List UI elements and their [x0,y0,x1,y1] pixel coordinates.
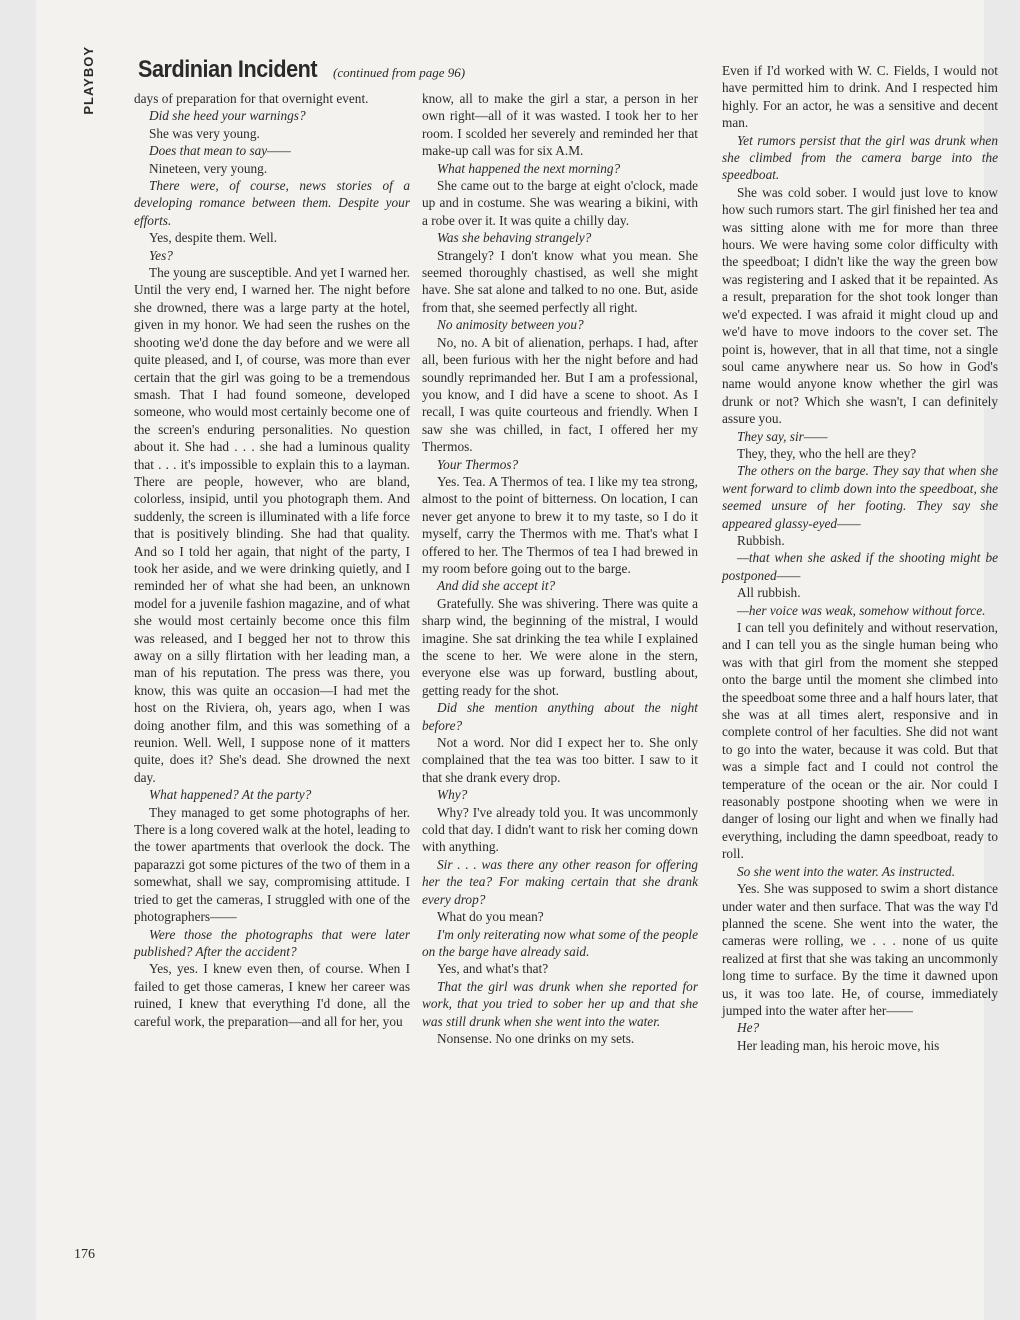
question-paragraph: There were, of course, news stories of a developing romance between them. Despite your efforts. [134,178,410,228]
question-paragraph: —her voice was weak, somehow without force. [737,602,986,618]
text-column-2 [422,90,698,1047]
question-paragraph: —that when she asked if the shooting might be postponed—— [722,550,998,583]
answer-paragraph: No, no. A bit of alienation, perhaps. I had, after all, been furious with her the night before and had soundly reprimanded her. But I am a professional, you know, and I did have a scene to shoot. As I recall, I was quite courteous and friendly. When I saw she was chilled, in fact, I offered her my Thermos. [422,334,698,455]
article-title: Sardinian Incident [138,56,318,83]
answer-paragraph: Rubbish. [737,532,785,548]
answer-paragraph: Nineteen, very young. [149,160,268,176]
answer-paragraph: She was cold sober. I would just love to know how such rumors start. The girl finished her tea and was sitting alone with me for more than three hours. We were having some color difficulty with the speedboat; I didn't like the way the green bow was registering and I asked that it be repainted. As a result, preparation for the shot took longer than we'd expected. I was afraid it might cloud up and we'd have to move indoors to the cover set. The point is, however, that in all that time, not a single soul came anywhere near us. So how in God's name would anyone know whether the girl was drunk or not? Which she wasn't, I can definitely assure you. [722,184,998,427]
question-paragraph: And did she accept it? [437,578,556,594]
answer-paragraph: What do you mean? [437,909,544,925]
magazine-page [36,0,998,1320]
question-paragraph: Was she behaving strangely? [437,230,592,246]
answer-paragraph: know, all to make the girl a star, a person in her own right—all of it was wasted. I took her to her room. I scolded her severely and reminded her that make-up call was for six A.M. [422,91,698,159]
question-paragraph: They say, sir—— [737,428,828,444]
question-paragraph: That the girl was drunk when she reported for work, that you tried to sober her up and that she was still drunk when she went into the water. [422,978,698,1029]
answer-paragraph: They, they, who the hell are they? [737,445,917,461]
answer-paragraph: days of preparation for that overnight event. [134,91,369,106]
answer-paragraph: Gratefully. She was shivering. There was quite a sharp wind, the beginning of the mistral, I would imagine. She sat drinking the tea while I explained the scene to her. We were alone in the stern, everyone else was up forward, bustling about, getting ready for the shot. [422,595,698,698]
answer-paragraph: The young are susceptible. And yet I warned her. Until the very end, I warned her. The night before she drowned, there was a large party at the hotel, given in my honor. We had seen the rushes on the shooting we'd done the day before and we were all quite pleased, and I, of course, was more than ever certain that the girl was going to be a tremendous smash. That I had found someone, developed someone, who would most certainly become one of the screen's enduring personalities. No question about it. She had . . . she had a luminous quality that . . . it's impossible to explain this to a layman. There are people, however, who are bland, colorless, insipid, until you photograph them. And suddenly, the screen is illuminated with a life force that is positively blinding. She had that quality. And so I told her again, that night of the party, I took her aside, and we were drinking quietly, and I reminded her of what she had been, an unknown model for a juvenile fashion magazine, and of what she would most certainly become once this film was released, and I begged her not to throw this away on a silly flirtation with her leading man, a man of his reputation. The press was there, you know, this was quite an occasion—I had met the host on the Riviera, oh, years ago, when I was doing another film, and this was something of a reunion. Well. Well, I suppose none of it matters quite, does it? She's dead. She drowned the next day. [134,265,410,785]
answer-paragraph: Not a word. Nor did I expect her to. She only complained that the tea was too bitter. I saw to it that she drank every drop. [422,735,698,785]
answer-paragraph: Yes. Tea. A Thermos of tea. I like my tea strong, almost to the point of bitterness. On location, I can never get anyone to brew it to my taste, so I do it myself, carry the Thermos with me. That's what I offered to her. The Thermos of tea I had brewed in my room before going out to the barge. [422,473,698,576]
answer-paragraph: They managed to get some photographs of her. There is a long covered walk at the hotel, leading to the tower apartments that overlook the dock. The paparazzi got some pictures of the two of them in a somewhat, shall we say, compromising attitude. I tried to get the cameras, I struggled with one of the photographers—— [134,804,410,925]
answer-paragraph: Yes. She was supposed to swim a short distance under water and then surface. That was the way I'd planned the scene. She went into the water, the cameras were rolling, we . . . none of us quite realized at first that she was taking an uncommonly long time to surface. By the time it dawned upon us, it was too late. He, of course, immediately jumped into the water after her—— [722,881,998,1018]
question-paragraph: What happened? At the party? [149,787,312,803]
answer-paragraph: She came out to the barge at eight o'clock, made up and in costume. She was wearing a bikini, with a robe over it. It was quite a chilly day. [422,178,698,228]
question-paragraph: Were those the photographs that were later published? After the accident? [134,926,410,959]
question-paragraph: So she went into the water. As instructed. [737,863,956,879]
answer-paragraph: Yes, and what's that? [437,961,549,977]
question-paragraph: Sir . . . was there any other reason for offering her the tea? For making certain that she drank every drop? [422,856,698,907]
text-column-1 [134,90,410,1030]
answer-paragraph: Her leading man, his heroic move, his [737,1037,940,1053]
continued-note: (continued from page 96) [333,65,466,80]
question-paragraph: Why? [437,787,468,803]
text-column-3 [722,62,998,1054]
question-paragraph: I'm only reiterating now what some of the people on the barge have already said. [422,926,698,959]
article-header [138,56,558,92]
question-paragraph: Yet rumors persist that the girl was drunk when she climbed from the camera barge into the speedboat. [722,132,998,183]
answer-paragraph: I can tell you definitely and without reservation, and I can tell you as the single human being who was with that girl from the moment she stepped onto the barge until the moment she climbed into the speedboat some three and a half hours later, that she was at all times alert, responsive and in complete control of her faculties. She did not want to go into the water, because it was cold. But that was a simple fact and I could not control the temperature of the ocean or the air. Nor could I reasonably postpone shooting when we were in danger of losing our light and when we finally had everything, including the damn speedboat, ready to roll. [722,620,998,862]
page-number: 176 [74,1247,95,1262]
question-paragraph: Did she heed your warnings? [149,108,306,124]
answer-paragraph: Strangely? I don't know what you mean. She seemed thoroughly chastised, as well she might have. She sat alone and talked to no one. But, aside from that, she seemed perfectly all right. [422,247,698,315]
question-paragraph: The others on the barge. They say that when she went forward to climb down into the speedboat, she seemed unsure of her footing. They say she appeared glassy-eyed—— [722,463,998,531]
answer-paragraph: Even if I'd worked with W. C. Fields, I would not have permitted him to drink. And I respected him highly. For an actor, he was a sensitive and decent man. [722,63,998,131]
answer-paragraph: Nonsense. No one drinks on my sets. [437,1030,635,1046]
magazine-brand: PLAYBOY [81,46,96,115]
answer-paragraph: Yes, yes. I knew even then, of course. When I failed to get those cameras, I knew her career was ruined, I knew that everything I'd done, all the careful work, the preparation—and all for her, you [134,961,410,1029]
question-paragraph: Yes? [149,247,173,263]
answer-paragraph: Yes, despite them. Well. [149,230,278,246]
question-paragraph: Your Thermos? [437,456,519,472]
question-paragraph: He? [737,1020,760,1036]
question-paragraph: Does that mean to say—— [149,143,291,159]
question-paragraph: What happened the next morning? [437,160,621,176]
question-paragraph: No animosity between you? [437,317,584,333]
question-paragraph: Did she mention anything about the night before? [422,700,698,733]
answer-paragraph: All rubbish. [737,585,801,601]
answer-paragraph: Why? I've already told you. It was uncommonly cold that day. I didn't want to risk her coming down with anything. [422,804,698,855]
answer-paragraph: She was very young. [149,125,260,141]
